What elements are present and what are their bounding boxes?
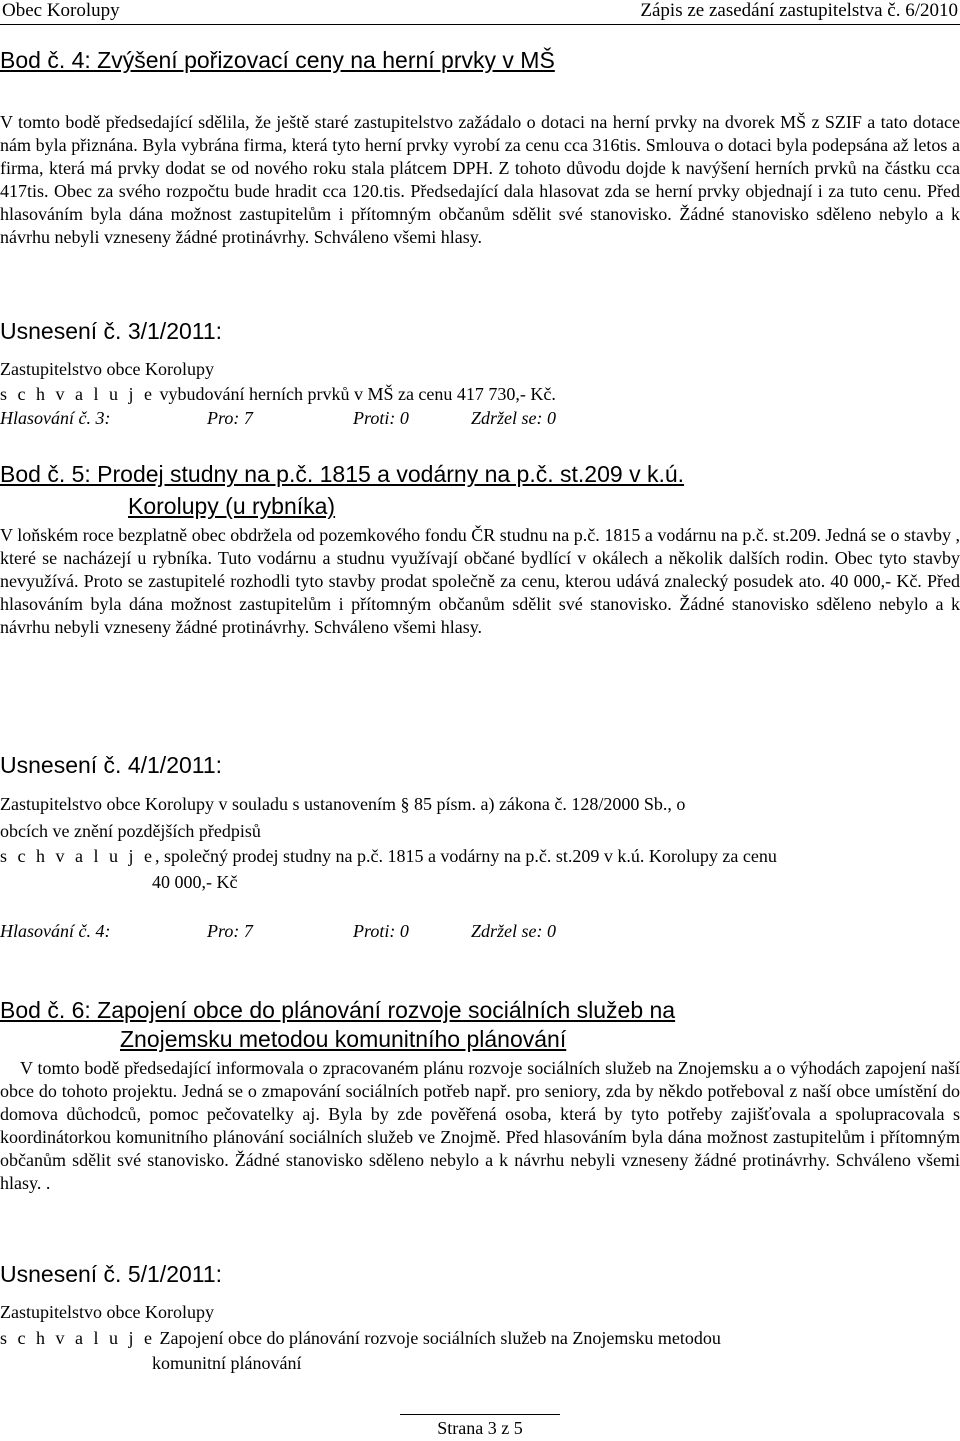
bod5-heading-line2: Korolupy (u rybníka) <box>128 493 336 519</box>
usneseni4-vote <box>0 920 960 943</box>
vote-label: Hlasování č. 4: <box>0 921 111 941</box>
header-municipality: Obec Korolupy <box>2 0 120 21</box>
usneseni4-body-line1: Zastupitelstvo obce Korolupy v souladu s ustanovením § 85 písm. a) zákona č. 128/2000 Sb., o <box>0 794 686 814</box>
usneseni5-text-line2: komunitní plánování <box>152 1353 302 1373</box>
header-document-title: Zápis ze zasedání zastupitelstva č. 6/2010 <box>640 0 958 21</box>
page-number: Strana 3 z 5 <box>437 1418 523 1438</box>
vote-pro: Pro: 7 <box>207 921 253 941</box>
bod6-paragraph: V tomto bodě předsedající informovala o zpracovaném plánu rozvoje sociálních služeb na Znojemsku a o výhodách zapojení naší obce do tohoto projektu. Jedná se o zmapování sociálních potřeb např. pro seniory, zda by někdo potřeboval z naší obce umístění do domova důchodců, pomoc pečovatelky aj. Byla by zde pověřená osoba, která by tyto potřeby zajišťovala a spolupracovala s koordinátorkou komunitního plánování sociálních služeb ve Znojmě. Před hlasováním byla dána možnost zastupitelům i přítomným občanům sdělit své stanovisko. Žádné stanovisko sděleno nebylo a k návrhu nebyli vzneseny žádné protinávrhy. Schváleno všemi hlasy. . <box>0 1058 960 1193</box>
usneseni4-resolution <box>0 845 777 868</box>
usneseni3-resolution <box>0 383 556 406</box>
vote-proti: Proti: 0 <box>353 921 409 941</box>
usneseni5-body: Zastupitelstvo obce Korolupy <box>0 1302 214 1322</box>
usneseni4-text-line2: 40 000,- Kč <box>152 872 238 892</box>
usneseni5-resolution <box>0 1327 721 1350</box>
page-footer <box>0 1414 960 1440</box>
bod4-paragraph: V tomto bodě předsedající sdělila, že ještě staré zastupitelstvo zažádalo o dotaci na herní prvky na dvorek MŠ z SZIF a tato dotace nám byla přiznána. Byla vybrána firma, která tyto herní prvky vyrobí za cenu cca 316tis. Smlouva o dotaci byla podepsána až letos a firma, která má prvky dodat se od nového roku stala plátcem DPH. Z tohoto důvodu dojde k navýšení herních prvků na částku cca 417tis. Obec za svého rozpočtu bude hradit cca 120.tis. Předsedající dala hlasovat zda se herní prvky objednají i za tuto cenu. Před hlasováním byla dána možnost zastupitelům i přítomným občanům sdělit své stanovisko. Žádné stanovisko sděleno nebylo a k návrhu nebyli vzneseny žádné protinávrhy. Schváleno všemi hlasy. <box>0 112 960 247</box>
usneseni3-heading: Usnesení č. 3/1/2011: <box>0 318 223 344</box>
vote-zdrzel: Zdržel se: 0 <box>471 408 556 428</box>
vote-label: Hlasování č. 3: <box>0 408 111 428</box>
usneseni4-text: , společný prodej studny na p.č. 1815 a vodárny na p.č. st.209 v k.ú. Korolupy za cenu <box>154 846 777 866</box>
bod6-heading-line2: Znojemsku metodou komunitního plánování <box>120 1026 567 1052</box>
approval-keyword: s c h v a l u j e <box>0 384 155 404</box>
usneseni4-body-line2: obcích ve znění pozdějších předpisů <box>0 821 261 841</box>
usneseni5-heading: Usnesení č. 5/1/2011: <box>0 1261 223 1287</box>
bod5-heading-line1: Bod č. 5: Prodej studny na p.č. 1815 a vodárny na p.č. st.209 v k.ú. <box>0 461 685 487</box>
approval-keyword: s c h v a l u j e <box>0 846 155 866</box>
usneseni3-text: vybudování herních prvků v MŠ za cenu 417 730,- Kč. <box>159 384 556 404</box>
bod5-paragraph: V loňském roce bezplatně obec obdržela od pozemkového fondu ČR studnu na p.č. 1815 a vodárnu na p.č. st.209. Jedná se o stavby , které se nacházejí u rybníka. Tuto vodárnu a studnu využívají občané bydlící v okálech a několik dalších rodin. Obec tyto stavby nevyužívá. Proto se zastupitelé rozhodli tyto stavby prodat společně za cenu, kterou udává znalecký posudek ato. 40 000,- Kč. Před hlasováním byla dána možnost zastupitelům i přítomným občanům sdělit své stanovisko. Žádné stanovisko sděleno nebylo a k návrhu nebyli vzneseny žádné protinávrhy. Schváleno všemi hlasy. <box>0 525 960 637</box>
usneseni4-heading: Usnesení č. 4/1/2011: <box>0 752 223 778</box>
usneseni3-body: Zastupitelstvo obce Korolupy <box>0 359 214 379</box>
page-header <box>0 0 960 25</box>
vote-zdrzel: Zdržel se: 0 <box>471 921 556 941</box>
approval-keyword: s c h v a l u j e <box>0 1328 155 1348</box>
usneseni3-vote <box>0 407 960 430</box>
vote-proti: Proti: 0 <box>353 408 409 428</box>
usneseni5-text: Zapojení obce do plánování rozvoje sociálních služeb na Znojemsku metodou <box>159 1328 721 1348</box>
bod6-heading-line1: Bod č. 6: Zapojení obce do plánování rozvoje sociálních služeb na <box>0 997 676 1023</box>
bod4-heading: Bod č. 4: Zvýšení pořizovací ceny na herní prvky v MŠ <box>0 47 555 73</box>
vote-pro: Pro: 7 <box>207 408 253 428</box>
